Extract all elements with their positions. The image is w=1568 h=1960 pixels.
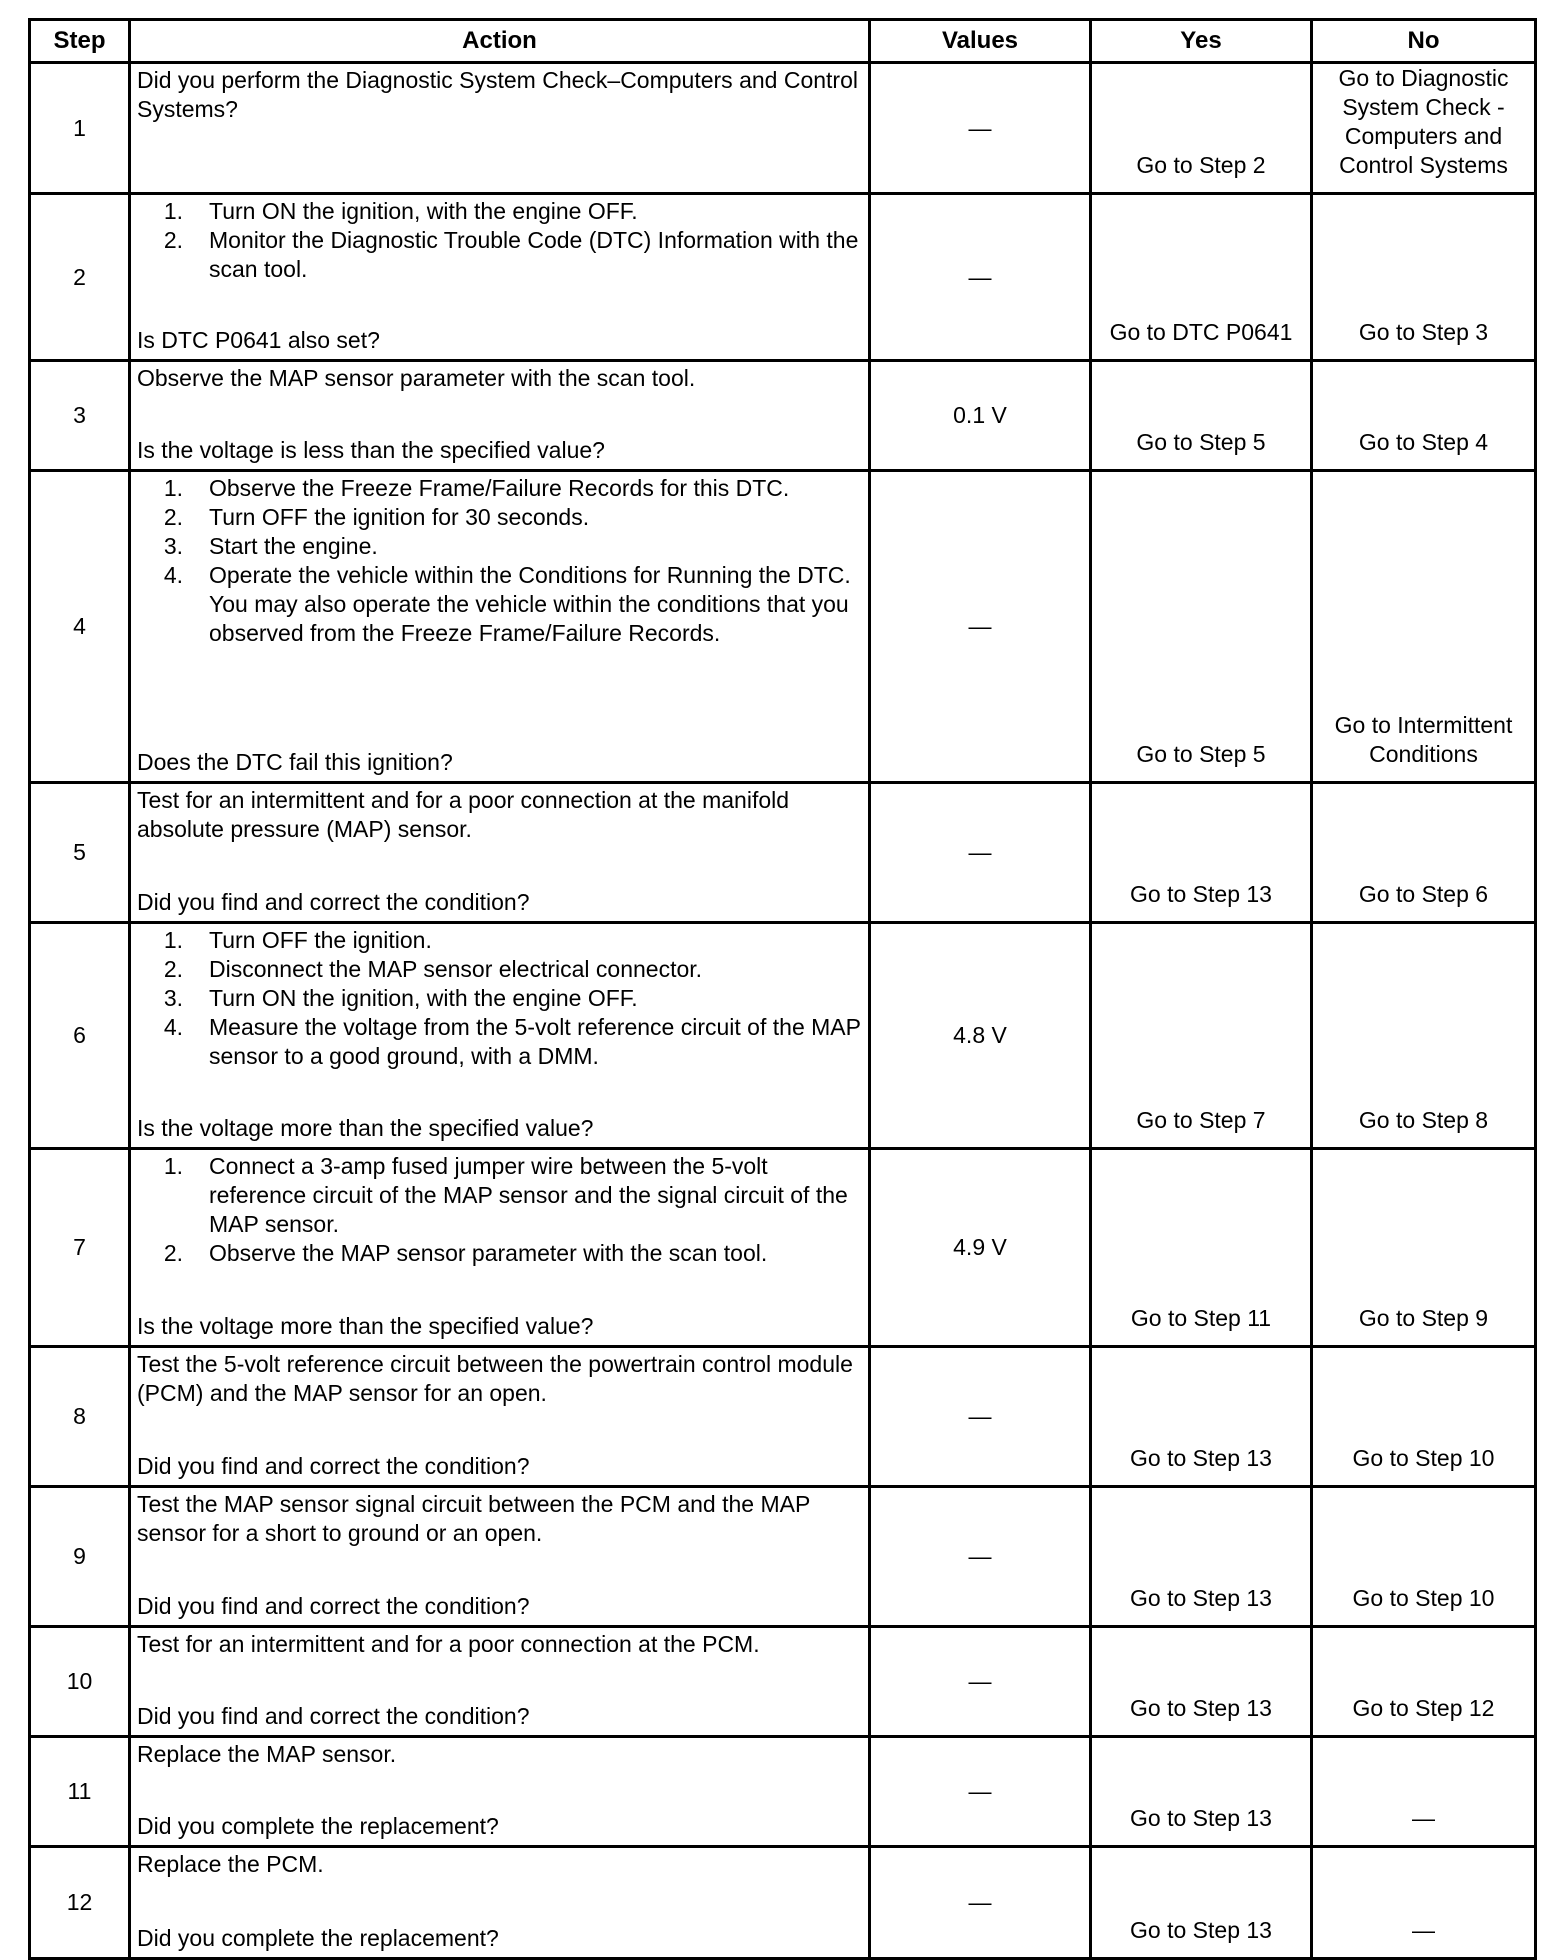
value-cell: 0.1 V [870, 361, 1091, 471]
diagnostic-table [28, 18, 1537, 1960]
action-question: Is the voltage is less than the specified value? [137, 437, 605, 463]
value-cell: — [870, 471, 1091, 783]
action-step-item [137, 926, 864, 955]
action-step-text: Observe the Freeze Frame/Failure Records for this DTC. [209, 475, 790, 501]
no-cell [1312, 194, 1536, 361]
action-top [137, 474, 864, 648]
action-instruction: Did you perform the Diagnostic System Check–Computers and Control Systems? [137, 67, 858, 122]
action-content [131, 784, 868, 921]
action-instruction: Test the MAP sensor signal circuit between the PCM and the MAP sensor for a short to ground or an open. [137, 1491, 810, 1546]
action-content [131, 64, 868, 189]
no-action: Go to Intermittent Conditions [1334, 712, 1513, 767]
action-instruction: Replace the MAP sensor. [137, 1741, 397, 1767]
action-cell [130, 923, 870, 1149]
table-row [30, 1627, 1536, 1737]
action-top [137, 66, 864, 124]
table-row [30, 1347, 1536, 1487]
step-number: 1 [30, 63, 130, 194]
no-cell [1312, 1627, 1536, 1737]
action-cell [130, 471, 870, 783]
no-cell [1312, 63, 1536, 194]
action-question: Did you complete the replacement? [137, 1925, 499, 1951]
action-step-item [137, 197, 864, 226]
action-question: Did you find and correct the condition? [137, 889, 530, 915]
no-action: Go to Step 12 [1352, 1695, 1495, 1721]
action-step-text: Observe the MAP sensor parameter with the scan tool. [209, 1240, 768, 1266]
action-top [137, 786, 864, 844]
table-row [30, 361, 1536, 471]
table-row [30, 471, 1536, 783]
action-question: Did you find and correct the condition? [137, 1703, 530, 1729]
action-content [131, 362, 868, 469]
value-cell: — [870, 1627, 1091, 1737]
action-step-item [137, 474, 864, 503]
no-action: Go to Step 9 [1358, 1305, 1489, 1331]
action-step-number: 4. [163, 1014, 183, 1040]
yes-cell [1091, 63, 1312, 194]
action-instruction: Test the 5-volt reference circuit between the powertrain control module (PCM) and the MAP sensor for an open. [137, 1351, 853, 1406]
action-instruction: Test for an intermittent and for a poor connection at the manifold absolute pressure (MAP) sensor. [137, 787, 790, 842]
table-row [30, 194, 1536, 361]
yes-action: Go to Step 13 [1130, 1445, 1272, 1471]
yes-action: Go to Step 2 [1136, 152, 1266, 178]
action-top [137, 1152, 864, 1268]
no-action: Go to Step 3 [1358, 319, 1489, 345]
action-content [131, 1628, 868, 1735]
action-cell [130, 1847, 870, 1959]
value-cell: 4.9 V [870, 1149, 1091, 1347]
no-action: Go to Step 4 [1358, 429, 1489, 455]
no-cell [1312, 1347, 1536, 1487]
action-step-text: Turn OFF the ignition for 30 seconds. [209, 504, 590, 530]
action-content [131, 472, 868, 781]
action-step-number: 1. [163, 475, 183, 501]
step-number: 6 [30, 923, 130, 1149]
action-question: Is DTC P0641 also set? [137, 327, 380, 353]
action-step-list [137, 474, 864, 648]
header-step: Step [30, 20, 130, 63]
action-step-item [137, 1013, 864, 1071]
no-cell [1312, 471, 1536, 783]
step-number: 9 [30, 1487, 130, 1627]
action-step-item [137, 503, 864, 532]
yes-action: Go to Step 11 [1130, 1305, 1272, 1331]
action-step-number: 4. [163, 562, 183, 588]
action-cell [130, 1627, 870, 1737]
no-action: — [1412, 1917, 1435, 1943]
action-cell [130, 1487, 870, 1627]
no-action: — [1412, 1805, 1435, 1831]
yes-action: Go to Step 7 [1136, 1107, 1266, 1133]
header-values: Values [870, 20, 1091, 63]
value-cell: — [870, 194, 1091, 361]
action-cell [130, 1347, 870, 1487]
yes-action: Go to Step 13 [1130, 1917, 1272, 1943]
value-cell: — [870, 1487, 1091, 1627]
no-cell [1312, 1847, 1536, 1959]
action-top [137, 1850, 864, 1879]
value-cell: — [870, 1847, 1091, 1959]
action-cell [130, 194, 870, 361]
step-number: 2 [30, 194, 130, 361]
action-question: Did you find and correct the condition? [137, 1453, 530, 1479]
action-content [131, 924, 868, 1147]
action-step-text: Measure the voltage from the 5-volt reference circuit of the MAP sensor to a good ground, with a DMM. [209, 1014, 861, 1069]
action-step-item [137, 561, 864, 648]
action-cell [130, 1737, 870, 1847]
action-step-item [137, 1239, 864, 1268]
action-step-item [137, 984, 864, 1013]
yes-cell [1091, 194, 1312, 361]
action-step-item [137, 226, 864, 284]
action-top [137, 1740, 864, 1769]
yes-cell [1091, 1487, 1312, 1627]
value-cell: 4.8 V [870, 923, 1091, 1149]
action-question: Did you find and correct the condition? [137, 1593, 530, 1619]
action-step-text: Turn ON the ignition, with the engine OFF. [209, 985, 638, 1011]
header-no: No [1312, 20, 1536, 63]
step-number: 11 [30, 1737, 130, 1847]
yes-action: Go to Step 13 [1130, 1585, 1272, 1611]
action-top [137, 1490, 864, 1548]
yes-action: Go to DTC P0641 [1109, 319, 1293, 345]
action-step-text: Turn OFF the ignition. [209, 927, 432, 953]
action-top [137, 197, 864, 284]
table-row [30, 63, 1536, 194]
step-number: 5 [30, 783, 130, 923]
yes-cell [1091, 361, 1312, 471]
action-step-text: Disconnect the MAP sensor electrical connector. [209, 956, 703, 982]
value-cell: — [870, 783, 1091, 923]
header-row [30, 20, 1536, 63]
action-step-list [137, 1152, 864, 1268]
action-step-item [137, 532, 864, 561]
action-step-item [137, 1152, 864, 1239]
no-cell [1312, 783, 1536, 923]
action-step-text: Connect a 3-amp fused jumper wire between the 5-volt reference circuit of the MAP sensor and the signal circuit of the MAP sensor. [209, 1153, 848, 1237]
action-cell [130, 63, 870, 194]
yes-cell [1091, 471, 1312, 783]
table-row [30, 1847, 1536, 1959]
header-action: Action [130, 20, 870, 63]
action-instruction: Observe the MAP sensor parameter with the scan tool. [137, 365, 696, 391]
action-content [131, 1848, 868, 1957]
step-number: 10 [30, 1627, 130, 1737]
action-top [137, 1350, 864, 1408]
yes-action: Go to Step 13 [1130, 1805, 1272, 1831]
action-question: Did you complete the replacement? [137, 1813, 499, 1839]
table-row [30, 1487, 1536, 1627]
yes-action: Go to Step 5 [1136, 741, 1266, 767]
action-step-list [137, 926, 864, 1071]
action-step-number: 1. [163, 1153, 183, 1179]
action-content [131, 1738, 868, 1845]
yes-cell [1091, 1847, 1312, 1959]
no-cell [1312, 1487, 1536, 1627]
action-instruction: Test for an intermittent and for a poor connection at the PCM. [137, 1631, 760, 1657]
action-step-number: 1. [163, 927, 183, 953]
action-cell [130, 783, 870, 923]
step-number: 7 [30, 1149, 130, 1347]
yes-action: Go to Step 13 [1130, 881, 1272, 907]
action-step-number: 2. [163, 1240, 183, 1266]
table-row [30, 1149, 1536, 1347]
action-step-text: Turn ON the ignition, with the engine OFF. [209, 198, 638, 224]
table-row [30, 923, 1536, 1149]
action-step-text: Start the engine. [209, 533, 378, 559]
yes-cell [1091, 1149, 1312, 1347]
action-instruction: Replace the PCM. [137, 1851, 324, 1877]
action-step-list [137, 197, 864, 284]
action-content [131, 1488, 868, 1625]
value-cell: — [870, 1737, 1091, 1847]
action-step-number: 2. [163, 227, 183, 253]
yes-cell [1091, 783, 1312, 923]
no-action: Go to Step 8 [1358, 1107, 1489, 1133]
step-number: 3 [30, 361, 130, 471]
action-cell [130, 361, 870, 471]
action-top [137, 926, 864, 1071]
yes-cell [1091, 1737, 1312, 1847]
action-step-number: 2. [163, 956, 183, 982]
action-step-number: 2. [163, 504, 183, 530]
action-top [137, 364, 864, 393]
action-step-text: Monitor the Diagnostic Trouble Code (DTC) Information with the scan tool. [209, 227, 859, 282]
action-content [131, 1348, 868, 1485]
no-cell [1312, 1737, 1536, 1847]
no-cell [1312, 923, 1536, 1149]
action-step-number: 3. [163, 533, 183, 559]
action-question: Is the voltage more than the specified value? [137, 1115, 594, 1141]
value-cell: — [870, 63, 1091, 194]
step-number: 4 [30, 471, 130, 783]
table-row [30, 1737, 1536, 1847]
step-number: 8 [30, 1347, 130, 1487]
no-cell [1312, 361, 1536, 471]
action-content [131, 195, 868, 359]
yes-cell [1091, 923, 1312, 1149]
action-step-text: Operate the vehicle within the Conditions for Running the DTC. You may also operate the vehicle within the conditions that you observed from the Freeze Frame/Failure Records. [209, 562, 851, 646]
action-question: Is the voltage more than the specified value? [137, 1313, 594, 1339]
action-step-item [137, 955, 864, 984]
action-cell [130, 1149, 870, 1347]
no-action: Go to Step 10 [1352, 1585, 1495, 1611]
header-yes: Yes [1091, 20, 1312, 63]
yes-action: Go to Step 13 [1130, 1695, 1272, 1721]
no-action: Go to Diagnostic System Check - Computers and Control Systems [1338, 65, 1509, 178]
action-top [137, 1630, 864, 1659]
no-action: Go to Step 6 [1358, 881, 1489, 907]
value-cell: — [870, 1347, 1091, 1487]
yes-cell [1091, 1347, 1312, 1487]
yes-action: Go to Step 5 [1136, 429, 1266, 455]
action-step-number: 3. [163, 985, 183, 1011]
no-action: Go to Step 10 [1352, 1445, 1495, 1471]
action-question: Does the DTC fail this ignition? [137, 749, 453, 775]
step-number: 12 [30, 1847, 130, 1959]
action-content [131, 1150, 868, 1345]
yes-cell [1091, 1627, 1312, 1737]
table-row [30, 783, 1536, 923]
action-step-number: 1. [163, 198, 183, 224]
no-cell [1312, 1149, 1536, 1347]
